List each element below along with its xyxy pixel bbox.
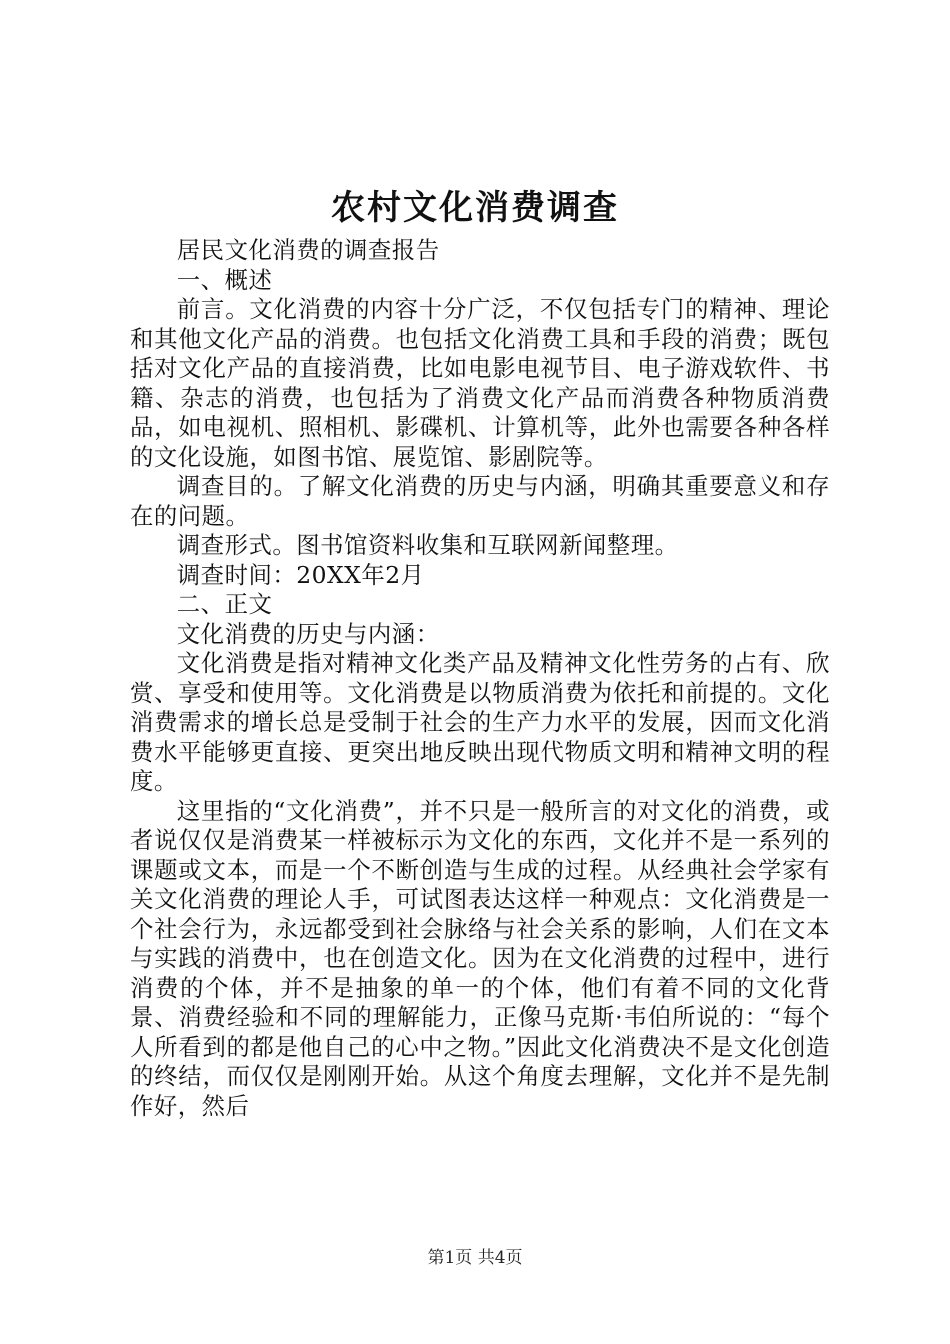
- paragraph-purpose: 调查目的。了解文化消费的历史与内涵，明确其重要意义和存在的问题。: [130, 472, 830, 530]
- paragraph-history-heading: 文化消费的历史与内涵：: [176, 619, 440, 648]
- paragraph-method: 调查形式。图书馆资料收集和互联网新闻整理。: [176, 531, 679, 559]
- paragraph-time: 调查时间：20XX年2月: [176, 560, 425, 589]
- section-heading-main: 二、正文: [176, 590, 273, 618]
- paragraph-preface: 前言。文化消费的内容十分广泛，不仅包括专门的精神、理论和其他文化产品的消费。也包括文化消费工具和手段的消费；既包括对文化产品的直接消费，比如电影电视节目、电子游戏软件、书籍、杂志的消费，也包括为了消费文化产品而消费各种物质消费品，如电视机、照相机、影碟机、计算机等，此外也需要各种各样的文化设施，如图书馆、展览馆、影剧院等。: [130, 295, 830, 471]
- document-body: [130, 236, 830, 1121]
- section-heading-overview: 一、概述: [176, 265, 273, 294]
- document-title: 农村文化消费调查: [331, 188, 619, 228]
- paragraph-definition: 文化消费是指对精神文化类产品及精神文化性劳务的占有、欣赏、享受和使用等。文化消费是以物质消费为依托和前提的。文化消费需求的增长总是受制于社会的生产力水平的发展，因而文化消费水平能够更直接、更突出地反映出现代物质文明和精神文明的程度。: [130, 649, 830, 795]
- page-footer: 第1页 共4页: [427, 1248, 523, 1268]
- subtitle: 居民文化消费的调查报告: [176, 236, 440, 264]
- paragraph-discussion: 这里指的“文化消费”，并不只是一般所言的对文化的消费，或者说仅仅是消费某一样被标示为文化的东西，文化并不是一系列的课题或文本，而是一个不断创造与生成的过程。从经典社会学家有关文化消费的理论人手，可试图表达这样一种观点：文化消费是一个社会行为，永远都受到社会脉络与社会关系的影响，人们在文本与实践的消费中，也在创造文化。因为在文化消费的过程中，进行消费的个体，并不是抽象的单一的个体，他们有着不同的文化背景、消费经验和不同的理解能力，正像马克斯·韦伯所说的：“每个人所看到的都是他自己的心中之物。”因此文化消费决不是文化创造的终结，而仅仅是刚刚开始。从这个角度去理解，文化并不是先制作好，然后: [130, 796, 830, 1120]
